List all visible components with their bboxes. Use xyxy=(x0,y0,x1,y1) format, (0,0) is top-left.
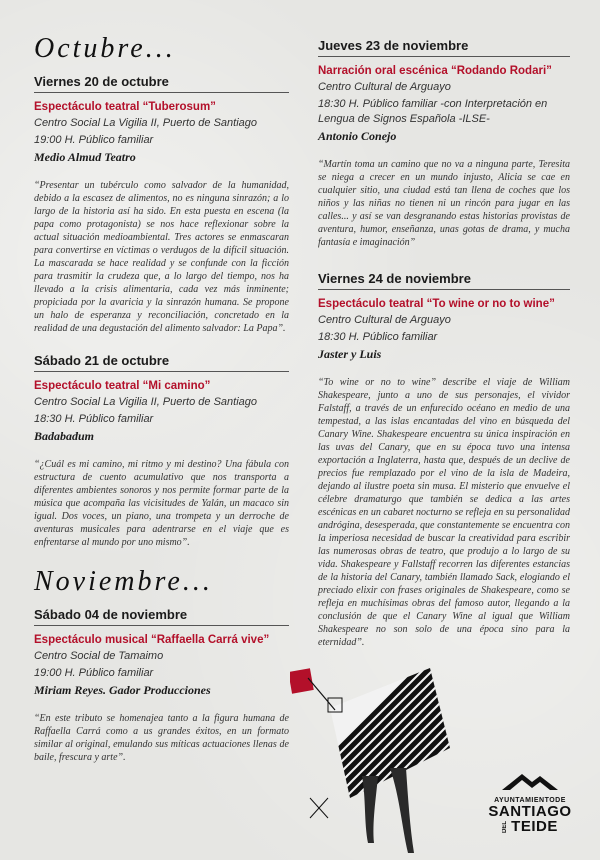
event-time: 18:30 H. Público familiar -con Interpretación en Lengua de Signos Española -ILSE- xyxy=(318,98,548,125)
event-time: 19:00 H. Público familiar xyxy=(34,134,154,146)
event-venue: Centro Social La Vigilia II, Puerto de Santiago xyxy=(34,117,257,129)
event-venue: Centro Social de Tamaimo xyxy=(34,650,164,662)
event-title: Espectáculo teatral “To wine or no to wine” xyxy=(318,298,555,310)
event-venue: Centro Cultural de Arguayo xyxy=(318,81,451,93)
event-block xyxy=(34,353,289,549)
event-description: “En este tributo se homenajea tanto a la figura humana de Raffaella Carrá como a us grandes éxitos, en un formato similar al original, emulando sus míticas actuaciones llenas de baile, frescura y arte”. xyxy=(34,713,289,763)
event-company: Miriam Reyes. Gador Producciones xyxy=(34,683,211,697)
ayuntamiento-logo xyxy=(480,770,580,850)
event-title: Narración oral escénica “Rodando Rodari” xyxy=(318,65,552,77)
right-column xyxy=(318,34,570,667)
left-column xyxy=(34,34,289,782)
event-date: Sábado 04 de noviembre xyxy=(34,607,289,626)
event-date: Viernes 20 de octubre xyxy=(34,74,289,93)
event-description: “Martín toma un camino que no va a ninguna parte, Teresita se niega a crecer en un mundo injusto, Alicia se cae en cualquier sitio, una ciudad está tan llena de coches que los niños y las niñas no tienen ni un rincón para jugar en las calles... y así se van desgranando estas historias provistas de aventura, humor, enseñanza, unas gotas de drama, y mucha fantasía e imaginación” xyxy=(318,159,570,248)
event-description: “¿Cuál es mi camino, mi ritmo y mi destino? Una fábula con estructura de cuento acumulativo que nos transporta a diferentes ambientes sonoros y nos permite formar parte de la música que acompaña las vicisitudes de Yalán, un macaco sin igual. Dos voces, un piano, una trompeta y un derroche de aventuras musicales para adentrarse en el viaje que es enfrentarse al mundo por uno mismo”. xyxy=(34,459,289,548)
event-time: 19:00 H. Público familiar xyxy=(34,667,154,679)
event-description: “Presentar un tubérculo como salvador de la humanidad, debido a la escasez de alimentos, no es ninguna sinrazón; a lo largo de la historia así ha sido. En esta puesta en escena (la papa como protagonista) se nos hace reflexionar sobre la actual situación medioambiental. Tres actores se enmascaran para convertirse en víctimas o verdugos de la difícil situación. La mascarada se hace realidad y se confunde con la ficción para trasmitir la crudeza que, a lo largo del tiempo, nos ha llevado a la crisis alimentaria, cada vez más inminente; propiciada por la avaricia y la sinrazón humana. Se propone un halo de esperanza y reconciliación, concretado en la realidad de una degustación del alimento salvador: La Papa”. xyxy=(34,180,289,334)
dancer-illustration xyxy=(290,658,460,858)
event-company: Medio Almud Teatro xyxy=(34,150,136,164)
logo-line-1: AYUNTAMIENTODE xyxy=(494,797,566,804)
event-venue: Centro Cultural de Arguayo xyxy=(318,314,451,326)
event-date: Jueves 23 de noviembre xyxy=(318,38,570,57)
logo-line-2: SANTIAGO xyxy=(488,803,572,820)
event-company: Badabadum xyxy=(34,429,95,443)
event-venue: Centro Social La Vigilia II, Puerto de Santiago xyxy=(34,396,257,408)
logo-line-3: TEIDE xyxy=(511,818,558,835)
event-date: Viernes 24 de noviembre xyxy=(318,271,570,290)
event-block xyxy=(34,74,289,335)
event-company: Jaster y Luis xyxy=(318,347,382,361)
event-date: Sábado 21 de octubre xyxy=(34,353,289,372)
event-title: Espectáculo teatral “Tuberosum” xyxy=(34,101,216,113)
mountain-logo-icon xyxy=(500,770,560,792)
event-title: Espectáculo musical “Raffaella Carrá vive” xyxy=(34,634,270,646)
event-block xyxy=(318,38,570,249)
event-block xyxy=(318,271,570,649)
logo-del: DEL xyxy=(502,820,509,833)
event-description: “To wine or no to wine” describe el viaje de William Shakespeare, junto a uno de sus personajes, el vividor Falstaff, a través de un enfurecido océano en medio de una tempestad, a las islas encantadas del vino en búsqueda del Canary Wine. Shakespeare encuentra su única inspiración en las uvas del Canary, que en su época tuvo una intensa exportación a Inglaterra, hasta que, después de un declive de precios fue remplazado por el vino de la isla de Madeira, dejando al ilustre poeta sin musa. El misterio que envuelve el célebre dramaturgo que también se dedica a las artes escénicas en un cabaret nocturno se refleja en su personalidad andrógina, desesperada, que constantemente se encuentra con la imperiosa necesidad de buscar la creatividad para escribir las numerosas obras de teatro, que produjo a lo largo de su vida. Shakespeare y Fallstaff recorren las diferentes estancias de la historia del Canary, también llamado Sack, elogiando el preciado elixir con frases originales de Shakespeare, como se refleja en muchísimas obras del famoso autor, llegando a la conclusión de que el Canary Wine al igual que William Shakespeare no son solo de una época sino para la eternidad”. xyxy=(318,377,570,648)
event-time: 18:30 H. Público familiar xyxy=(34,413,154,425)
month-heading-november: Noviembre... xyxy=(34,566,213,597)
logo-row xyxy=(480,819,580,834)
month-heading-october: Octubre... xyxy=(34,33,176,64)
event-time: 18:30 H. Público familiar xyxy=(318,331,438,343)
event-title: Espectáculo teatral “Mi camino” xyxy=(34,380,211,392)
event-block xyxy=(34,607,289,764)
event-company: Antonio Conejo xyxy=(318,129,397,143)
